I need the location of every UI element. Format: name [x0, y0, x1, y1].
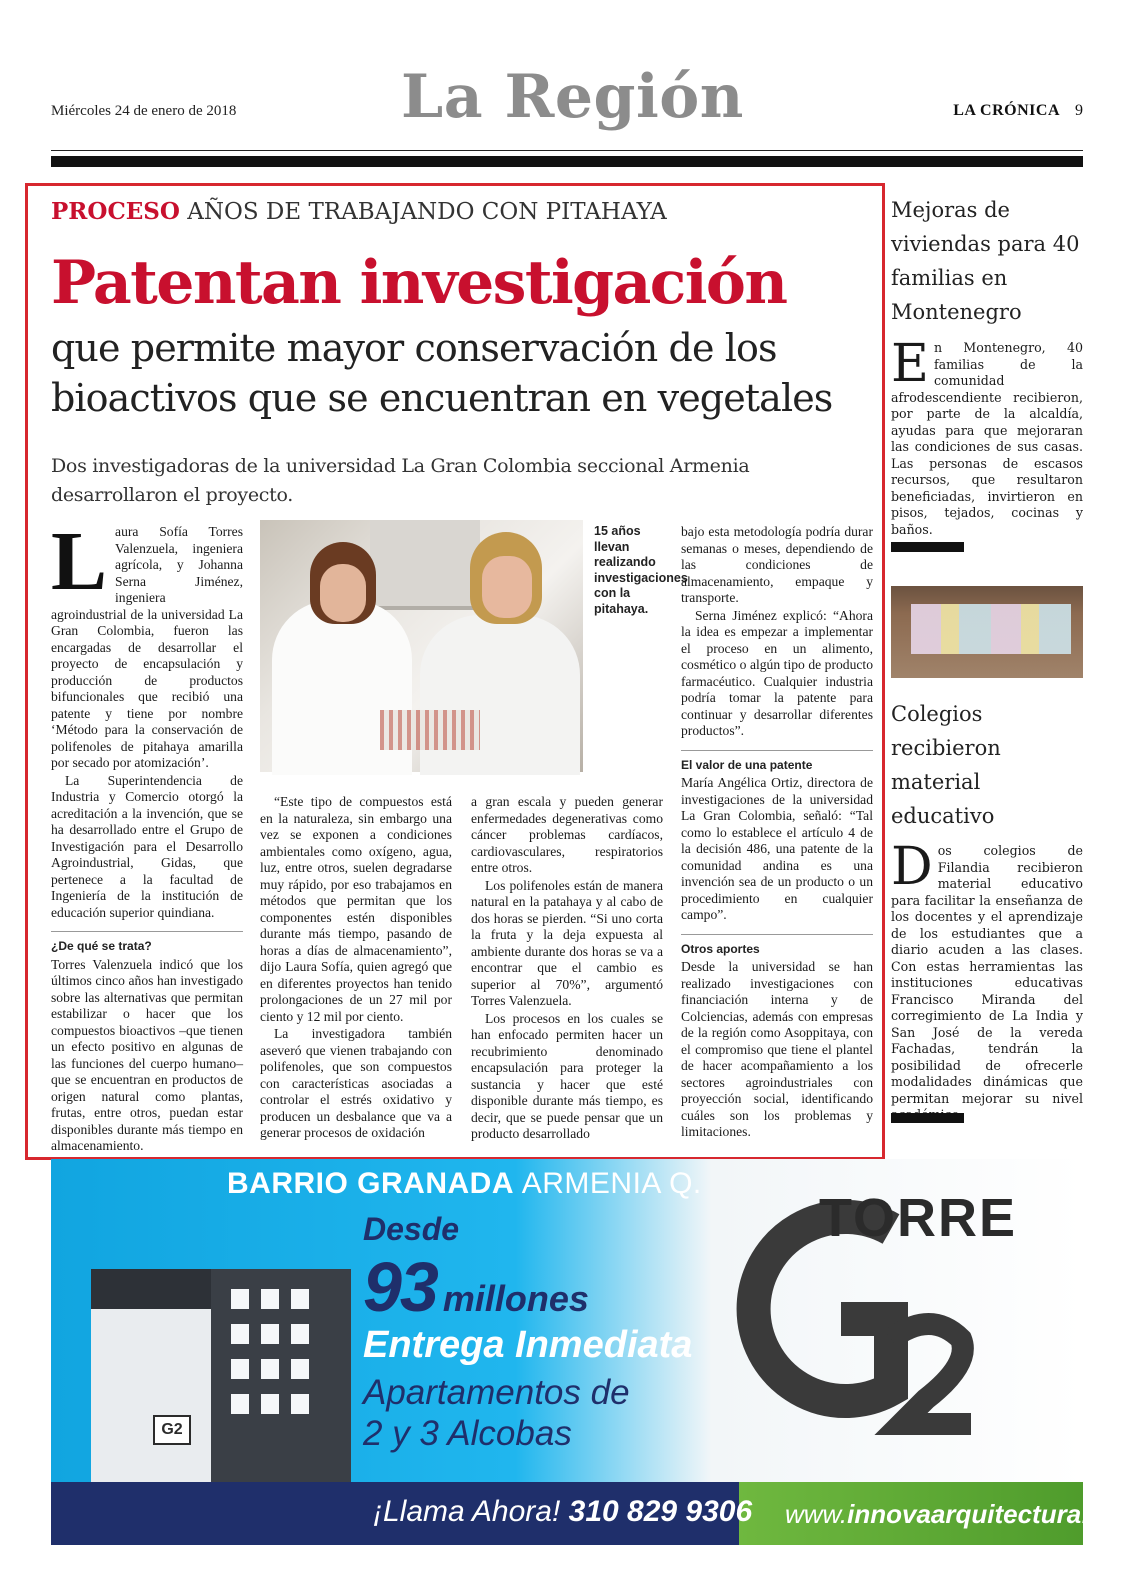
ad-call-to-action[interactable]	[373, 1495, 752, 1529]
ad-title	[227, 1167, 702, 1201]
sidebar-story-2-dropcap: D	[891, 837, 933, 897]
subheading-otros-aportes: Otros aportes	[681, 934, 873, 958]
subheading-valor-patente: El valor de una patente	[681, 750, 873, 774]
building-roof	[91, 1269, 211, 1309]
article-kicker	[51, 198, 667, 225]
window	[231, 1359, 249, 1379]
ad-call-label: ¡Llama Ahora!	[373, 1495, 561, 1528]
building-illustration	[91, 1269, 351, 1482]
researchers-photo	[260, 520, 583, 772]
paragraph: María Angélica Ortiz, directora de investigaciones de la universidad La Gran Colombia, señaló: “Tal como lo establece el artículo 4 de la decisión 486, una patente de la comunidad andina es una invención sea de un producto o un procedimiento en cualquier campo”.	[681, 775, 873, 922]
window	[291, 1324, 309, 1344]
ad-delivery: Entrega Inmediata	[363, 1324, 693, 1366]
article-column-3	[471, 794, 663, 1144]
window	[231, 1289, 249, 1309]
paragraph: Los procesos en los cuales se han enfocado permiten hacer un recubrimiento denominado encapsulación para proteger la sustancia y hacer que esté disponible durante más tiempo, es decir, que se puede pensar que un producto desarrollado	[471, 1010, 663, 1141]
paragraph: Desde la universidad se han realizado investigaciones con financiación interna y de Colciencias, además con empresas de la región como Asoppitaya, con el compromiso que tiene el plantel de hacer acompañamiento a los sectores agroindustriales con proyección social, identificando cuáles son los problemas y limitaciones.	[681, 959, 873, 1139]
ad-website-link[interactable]	[785, 1499, 1138, 1530]
ad-title-light: ARMENIA Q.	[521, 1167, 702, 1200]
sidebar-story-1-title: Mejoras de viviendas para 40 familias en Montenegro	[891, 198, 1080, 324]
window	[261, 1324, 279, 1344]
window	[261, 1394, 279, 1414]
sidebar-divider	[891, 1113, 964, 1123]
ad-web-prefix: www.	[785, 1499, 848, 1529]
researcher-2	[420, 615, 580, 775]
article-headline: Patentan investigación	[51, 248, 787, 318]
paragraph: La investigadora también aseveró que vienen trabajando con polifenoles, que son compuestos con características asociadas a controlar el estrés oxidativo y producen un desbalance que va a generar procesos de oxidación	[260, 1026, 452, 1140]
article-dropcap: L	[51, 515, 108, 608]
sidebar-story-1-body	[891, 334, 1083, 538]
ad-web-domain: innovaarquitectura	[847, 1499, 1082, 1529]
page-number: 9	[1075, 102, 1083, 119]
window	[291, 1289, 309, 1309]
sidebar-story-2-body	[891, 837, 1083, 1124]
subheading-que-se-trata: ¿De qué se trata?	[51, 931, 243, 955]
window	[261, 1289, 279, 1309]
sidebar-divider	[891, 542, 964, 552]
window	[291, 1394, 309, 1414]
window	[231, 1394, 249, 1414]
paragraph: Los polifenoles están de manera natural en la patahaya y al cabo de dos horas se pierden. “Si uno corta la fruta y la deja expuesta al ambiente durante dos horas se va a encontrar que el cambio es superior al 70%”, argumentó Torres Valenzuela.	[471, 877, 663, 1008]
test-tubes	[380, 710, 480, 750]
ad-apartments-line-1: Apartamentos de	[363, 1373, 630, 1412]
photo-caption: 15 años llevan realizando investigaciones con la pitahaya.	[594, 524, 688, 616]
newspaper-brand: LA CRÓNICA	[953, 102, 1060, 119]
paragraph: Serna Jiménez explicó: “Ahora la idea es empezar a implementar el proceso en un alimento, cosmético o algún tipo de producto farmacéutico. Cualquier industria podría tomar la patente para continuar y desarrollar diferentes productos”.	[681, 607, 873, 738]
sidebar-story-2-text: os colegios de Filandia recibieron material educativo para facilitar la enseñanza de los docentes y el aprendizaje de los estudiantes que a diario acuden a las clases. Con estas herramientas las instituciones educativas Francisco Miranda del corregimiento de La India y San José de la vereda Fachadas, tendrán la posibilidad de ofrecerle modalidades dinámicas que permitan mejorar su nivel	[891, 843, 1083, 1106]
ad-apartments-line-2: 2 y 3 Alcobas	[363, 1414, 572, 1453]
kicker-text: AÑOS DE TRABAJANDO CON PITAHAYA	[187, 199, 667, 225]
researcher-1-face	[320, 564, 366, 622]
ad-price	[363, 1247, 589, 1327]
ad-price-unit: millones	[442, 1278, 589, 1319]
paragraph: “Este tipo de compuestos está en la naturaleza, sin embargo una vez se exponen a condiciones ambientales como oxígeno, agua, luz, entre otros, suelen degradarse muy rápido, por eso trabajamos en métodos que permitan que los componentes estén disponibles durante más tiempo, pasando de horas a días de almacenamiento”, dijo Laura Sofía, quien agregó que en diferentes proyectos han tenido prolongaciones de un 27 mil por ciento y 12 mil por ciento.	[260, 794, 452, 1024]
paragraph: aura Sofía Torres Valenzuela, ingeniera agrícola, y Johanna Serna Jiménez, ingeniera agroindustrial de la universidad La Gran Colombia, fueron las encargadas de desarrollar el proyecto de encapsulación y producción de productos bifuncionales que recibió una patente y tiene por nombre ‘Método para la conservación de polifenoles de pitahaya amarilla por secado por atomización’.	[51, 524, 243, 770]
window	[231, 1324, 249, 1344]
paragraph: a gran escala y pueden generar enfermedades degenerativas como cáncer problemas cardíacos, cardiovasculares, respiratorios entre otros.	[471, 794, 663, 875]
kicker-label: PROCESO	[51, 198, 180, 225]
article-column-2	[260, 794, 452, 1143]
ad-phone[interactable]: 310 829 9306	[568, 1495, 753, 1528]
paragraph: bajo esta metodología podría durar semanas o meses, dependiendo de las condiciones de almacenamiento, empaque y transporte.	[681, 524, 873, 605]
window	[261, 1359, 279, 1379]
issue-date: Miércoles 24 de enero de 2018	[51, 103, 237, 119]
lab-equipment	[370, 520, 480, 610]
article-summary: Dos investigadoras de la universidad La Gran Colombia seccional Armenia desarrollaron el proyecto.	[51, 455, 750, 506]
ad-title-bold: BARRIO GRANADA	[227, 1167, 513, 1200]
ad-web-suffix: .com	[1081, 1499, 1138, 1529]
article-deck: que permite mayor conservación de los bioactivos que se encuentran en vegetales	[51, 326, 833, 420]
article-column-4	[681, 524, 873, 1142]
ad-desde: Desde	[363, 1211, 460, 1247]
sidebar-story-1-dropcap: E	[891, 334, 929, 394]
sidebar-story-2-title: Colegios recibieron material educativo	[891, 702, 1001, 828]
window	[291, 1359, 309, 1379]
sidebar-story-1-text: n Montenegro, 40 familias de la comunidad afrodescendiente recibieron, por parte de la alcaldía, ayudas para que mejoraran las condiciones de sus casas. Las personas de escasos recursos, que resultaron beneficiadas, invirtieron en pisos, tejados, cocinas y baños.	[891, 340, 1083, 537]
building-logo: G2	[153, 1415, 191, 1445]
masthead-rule-thin	[51, 150, 1083, 151]
school-supplies-photo	[891, 586, 1083, 678]
ad-price-number: 93	[363, 1248, 437, 1326]
ad-brand: TORRE	[819, 1188, 1018, 1248]
paragraph: La Superintendencia de Industria y Comercio otorgó la acreditación a la invención, que se ha desarrollado entre el Grupo de Investigación para el Desarrollo Agroindustrial, Gidas, que pertenece a la facultad de Ingeniería de la institución de educación superior quindiana.	[51, 772, 243, 920]
researcher-2-face	[482, 556, 532, 618]
masthead-rule-thick	[51, 156, 1083, 167]
real-estate-advertisement[interactable]	[51, 1159, 1138, 1545]
paragraph: Torres Valenzuela indicó que los últimos cinco años han investigado sobre las alternativas que permitan estabilizar o hacer que los compuestos bioactivos –que tienen un efecto positivo en algunas de las funciones del cuerpo humano– que se encuentran en productos de origen natural como plantas, frutas, entre otros, puedan estar disponibles durante más tiempo en almacenamiento.	[51, 956, 243, 1153]
books-stack	[911, 604, 1071, 654]
section-title: La Región	[401, 62, 744, 132]
article-column-1	[51, 515, 243, 1156]
